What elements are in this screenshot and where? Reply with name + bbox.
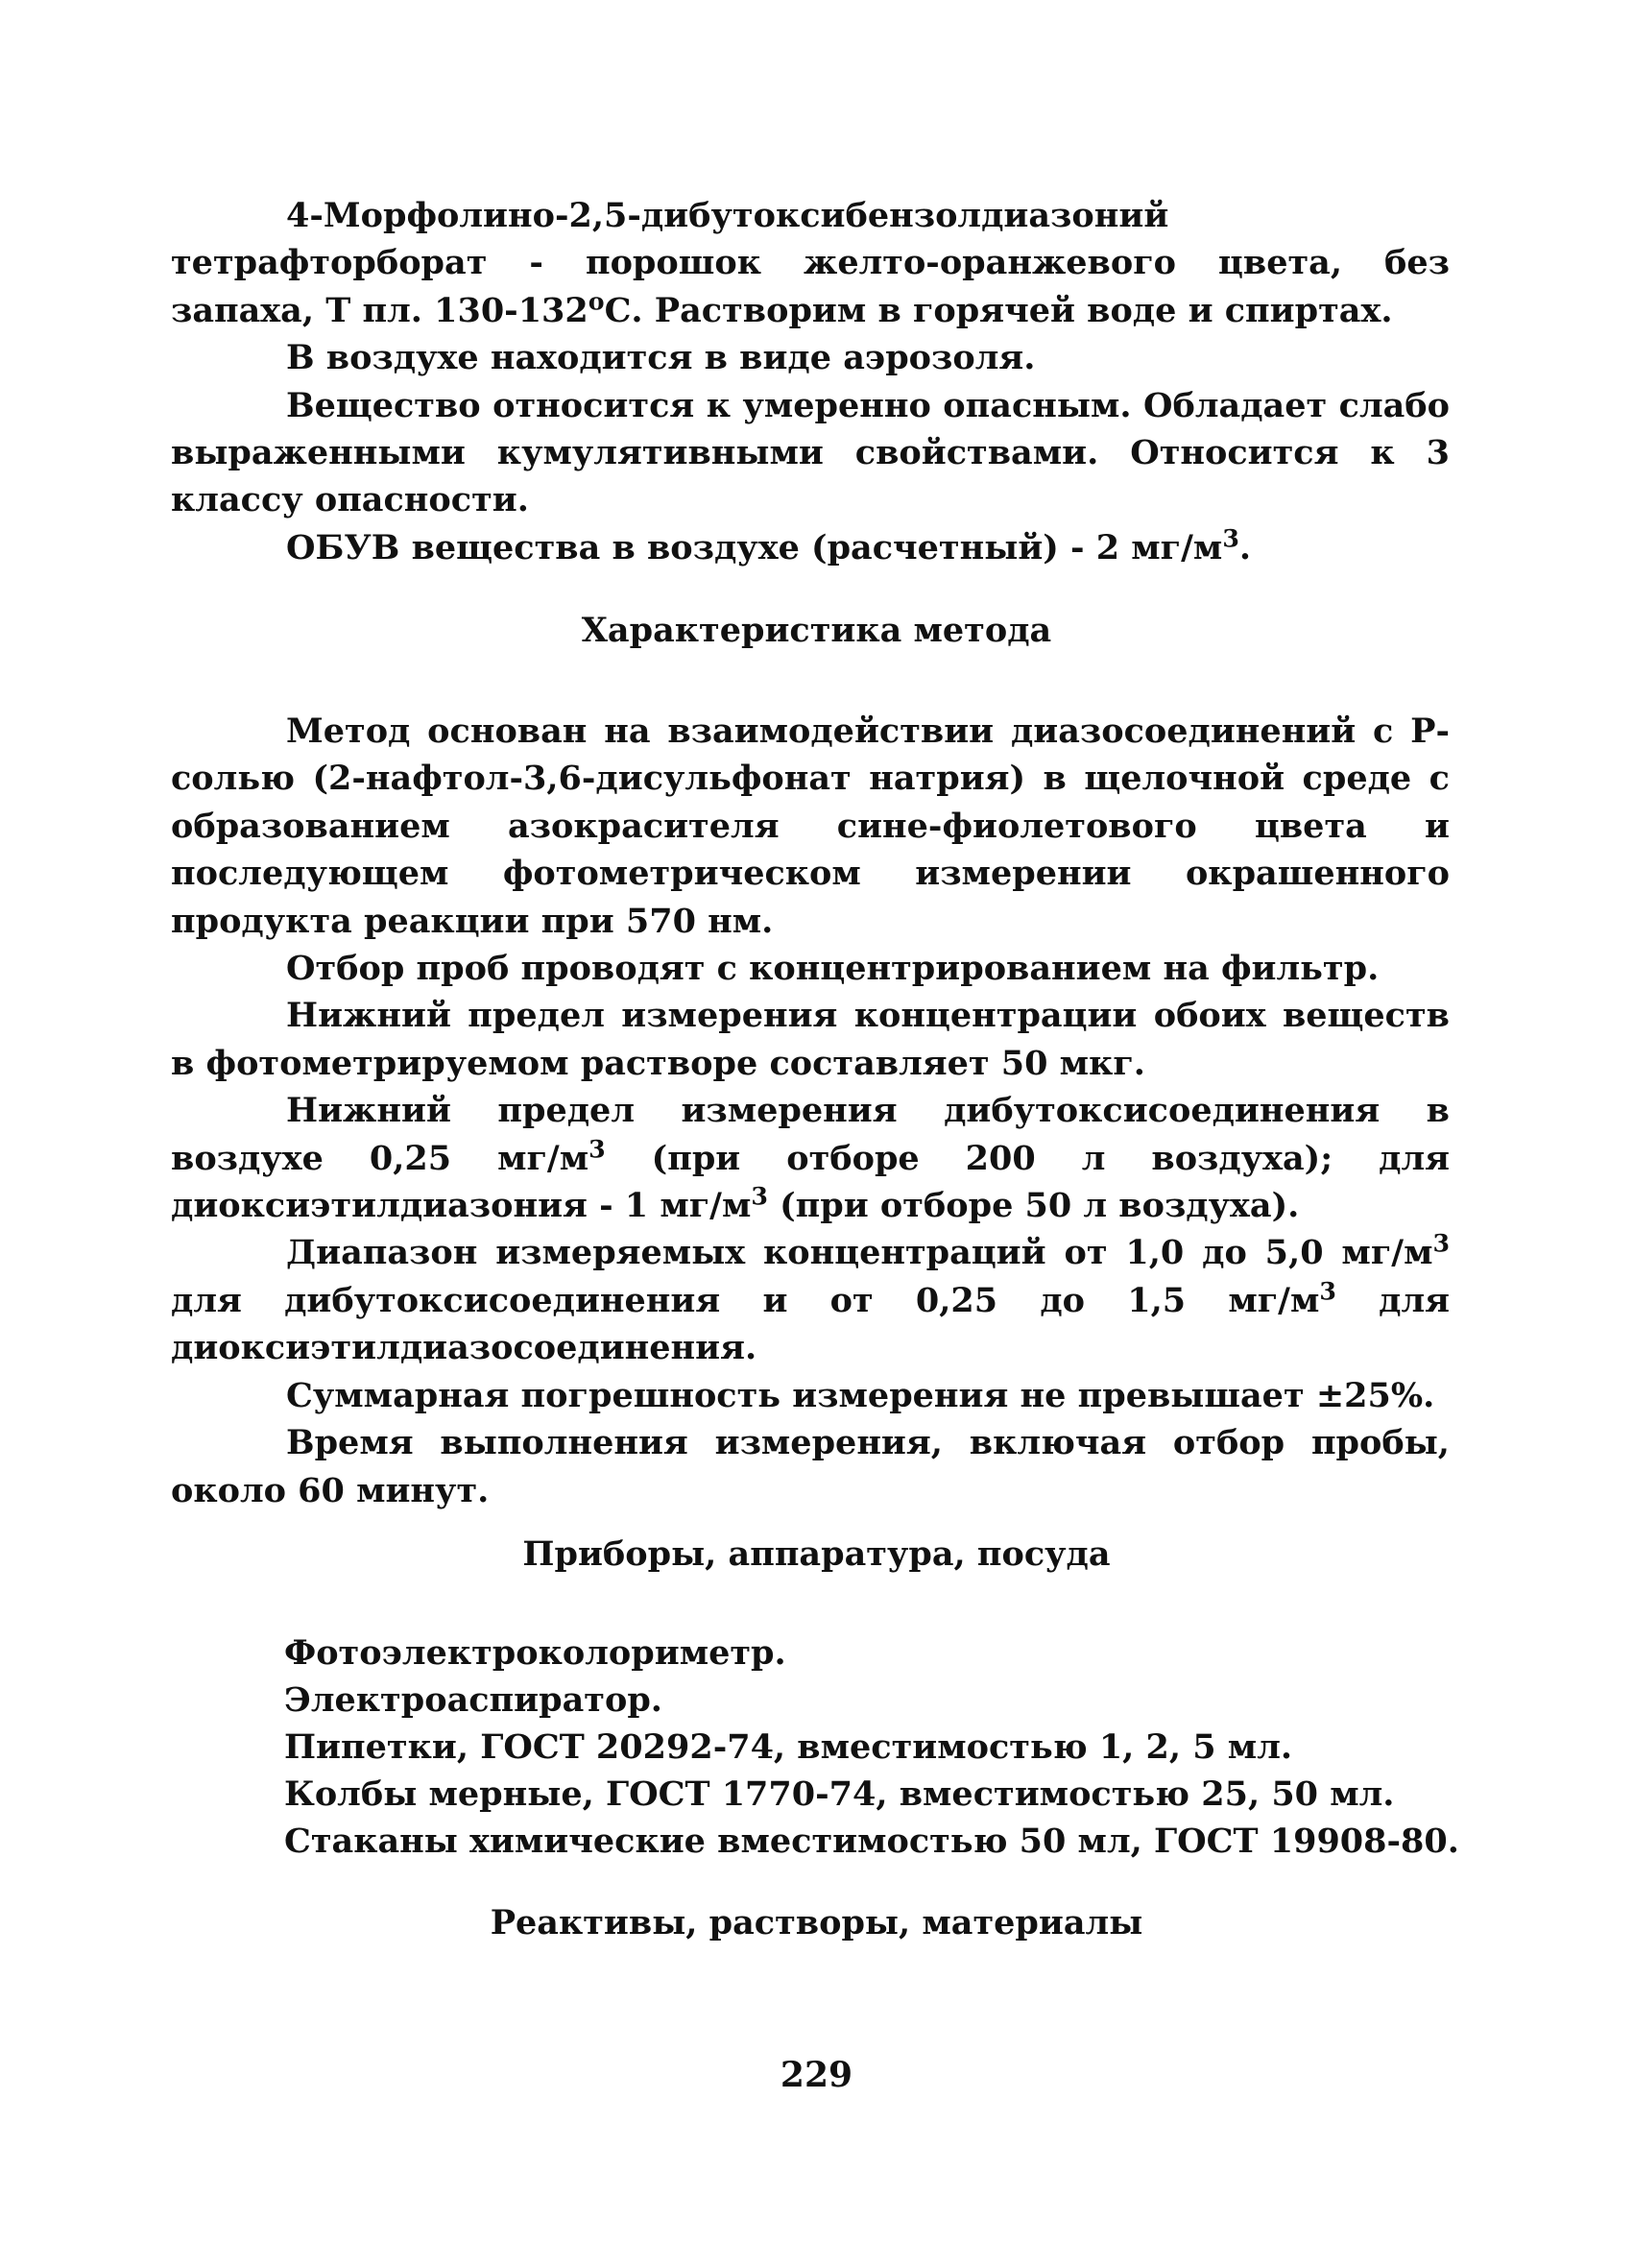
obuv-paragraph: ОБУВ вещества в воздухе (расчетный) - 2 $мг/м^3$. [286, 523, 1252, 567]
list-item: Электроаспиратор. [284, 1680, 662, 1720]
lower-limit-air-paragraph: Нижний предел измерения дибутоксисоединения в воздухе 0,25 $мг/м^3$ (при отборе 200 л воздуха); для диоксиэтилдиазония - 1 $мг/м^3$ (при отборе 50 л воздуха). [171, 1091, 1450, 1226]
method-description [171, 708, 1450, 1514]
list-item: Колбы мерные, ГОСТ 1770-74, вместимостью 25, 50 мл. [284, 1774, 1395, 1814]
section-heading-equipment: Приборы, аппаратура, посуда [522, 1534, 1111, 1574]
list-item: Стаканы химические вместимостью 50 мл, ГОСТ 19908-80. [284, 1822, 1459, 1861]
list-item: Фотоэлектроколориметр. [284, 1633, 786, 1673]
section-heading-method: Характеристика метода [581, 611, 1052, 650]
section-heading-reagents: Реактивы, растворы, материалы [490, 1903, 1143, 1942]
equipment-list [284, 1629, 1475, 1865]
hazard-class-paragraph: Вещество относится к умеренно опасным. Обладает слабо выраженными кумулятивными свойствами. Относится к 3 классу опасности. [171, 385, 1450, 520]
total-error-paragraph: Суммарная погрешность измерения не превышает ±25%. [286, 1375, 1435, 1415]
lower-limit-solution-paragraph: Нижний предел измерения концентрации обоих веществ в фотометрируемом растворе составляет 50 мкг. [171, 996, 1450, 1083]
page-number: 229 [780, 2055, 853, 2095]
substance-properties-paragraph: 4-Морфолино-2,5-дибутоксибензолдиазоний тетрафторборат - порошок желто-оранжевого цвета, без запаха, Т пл. $130-132^оС$. Растворим в горячей воде и спиртах. [171, 196, 1450, 330]
substance-description [171, 192, 1450, 571]
list-item: Пипетки, ГОСТ 20292-74, вместимостью 1, 2, 5 мл. [284, 1727, 1293, 1767]
execution-time-paragraph: Время выполнения измерения, включая отбор пробы, около 60 минут. [171, 1423, 1450, 1510]
measurement-range-paragraph: Диапазон измеряемых концентраций от 1,0 до 5,0 $мг/м^3$ для дибутоксисоединения и от 0,25 до 1,5 $мг/м^3$ для диоксиэтилдиазосоединения. [171, 1228, 1450, 1368]
method-principle-paragraph: Метод основан на взаимодействии диазосоединений с Р-солью (2-нафтол-3,6-дисульфонат натрия) в щелочной среде с образованием азокрасителя сине-фиолетового цвета и последующем фотометрическом измерении окрашенного продукта реакции при 570 нм. [171, 712, 1450, 941]
sampling-paragraph: Отбор проб проводят с концентрированием на фильтр. [286, 949, 1380, 989]
aerosol-state-paragraph: В воздухе находится в виде аэрозоля. [286, 338, 1036, 378]
